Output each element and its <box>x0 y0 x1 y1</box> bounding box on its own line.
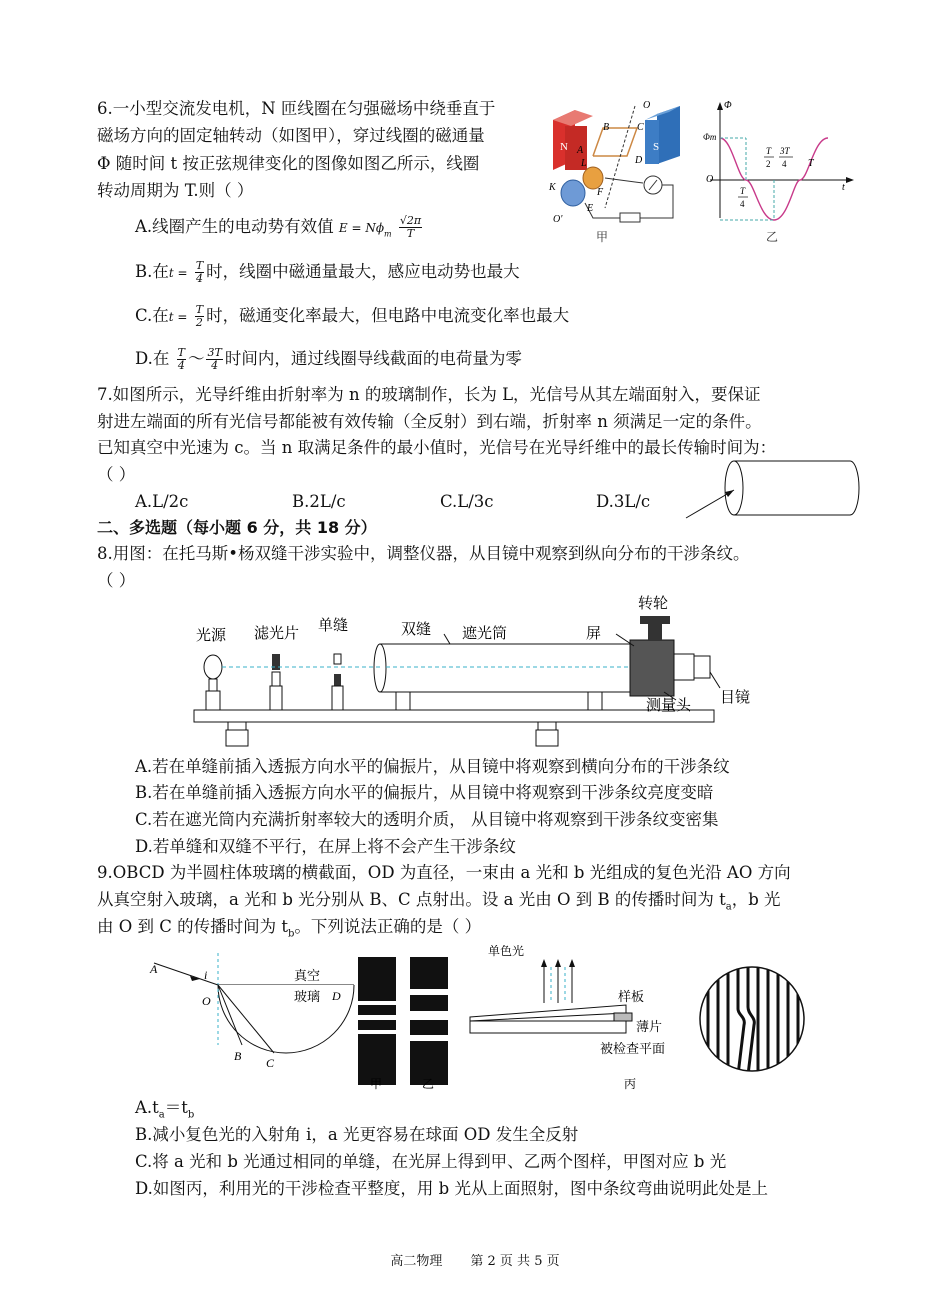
label-L: L <box>581 158 587 169</box>
q7-line3: 已知真空中光速为 c。当 n 取满足条件的最小值时，光信号在光导纤维中的最长传输时间为： <box>97 438 777 457</box>
double-slit-apparatus <box>188 592 768 752</box>
q7-option-c: C.L/3c <box>440 492 494 511</box>
caption-jia: 甲 <box>596 230 609 244</box>
q8-option-a: A.若在单缝前插入透振方向水平的偏振片，从目镜中将观察到横向分布的干涉条纹 <box>135 757 730 776</box>
q6-option-b: B.在t = $\frac{T}{4}$ 时，线圈中磁通量最大，感应电动势也最大 <box>135 259 520 285</box>
q8-line2: （ ） <box>97 571 136 590</box>
q7-line4: （ ） <box>97 465 136 484</box>
q8-option-c: C.若在遮光筒内充满折射率较大的透明介质， 从目镜中将观察到干涉条纹变密集 <box>135 810 719 829</box>
label-i: i <box>204 968 208 982</box>
label-E: E <box>587 203 594 214</box>
fiber-figure <box>680 458 865 522</box>
label-phi: Φ <box>724 100 732 111</box>
q9-option-b: B.减小复色光的入射角 i，a 光更容易在球面 OD 发生全反射 <box>135 1125 579 1144</box>
label-T2d: 2 <box>766 159 771 169</box>
label-mono: 单色光 <box>488 945 525 958</box>
label-B: B <box>234 1049 242 1063</box>
q9-line3: 由 O 到 C 的传播时间为 $t_b$。下列说法正确的是（ ） <box>97 917 482 940</box>
label-D: D <box>635 155 643 166</box>
q9-option-a: $A.t_a=t_b$ <box>135 1098 195 1121</box>
q6-option-d: D.在 $\frac{T}{4}$ ～ $\frac{3T}{4}$ 时间内，通过线圈导线截面的电荷量为零 <box>135 346 522 372</box>
q8-option-d: D.若单缝和双缝不平行，在屏上将不会产生干涉条纹 <box>135 837 516 856</box>
q6-line1: 6.一小型交流发电机，N 匝线圈在匀强磁场中绕垂直于 <box>97 99 496 118</box>
label-F: F <box>597 187 604 198</box>
flux-graph <box>700 98 860 228</box>
q6-line4: 转动周期为 T.则（ ） <box>97 181 254 200</box>
q8-option-b: B.若在单缝前插入透振方向水平的偏振片，从目镜中将观察到干涉条纹亮度变暗 <box>135 783 714 802</box>
q7-option-a: A.L/2c <box>135 492 189 511</box>
footer-subject: 高二物理 <box>390 1254 443 1269</box>
label-T2: T <box>766 146 772 156</box>
label-C: C <box>637 122 644 133</box>
label-N: N <box>560 141 568 153</box>
q6-line3: Φ 随时间 t 按正弦规律变化的图像如图乙所示，线圈 <box>97 154 480 173</box>
label-vacuum: 真空 <box>294 969 321 984</box>
label-single-slit: 单缝 <box>318 616 349 634</box>
q9-figures <box>140 945 820 1095</box>
label-origin: O <box>706 174 714 185</box>
caption-yi: 乙 <box>766 230 779 244</box>
label-filter: 滤光片 <box>254 624 300 642</box>
label-O: O <box>643 100 651 111</box>
q7-line2: 射进左端面的所有光信号都能被有效传输（全反射）到右端，折射率 n 须满足一定的条件。 <box>97 412 762 431</box>
q7-line1: 7.如图所示，光导纤维由折射率为 n 的玻璃制作，长为 L，光信号从其左端面射入，要保证 <box>97 385 761 404</box>
label-sample: 样板 <box>618 990 645 1005</box>
label-Oprime: O' <box>553 214 563 225</box>
label-T4: T <box>740 186 746 196</box>
label-wheel: 转轮 <box>638 594 669 612</box>
section-heading: 二、多选题（每小题 6 分，共 18 分） <box>97 518 377 537</box>
label-D: D <box>332 989 341 1003</box>
label-T4d: 4 <box>740 199 745 209</box>
q6-option-c: C.在t = $\frac{T}{2}$ 时，磁通变化率最大，但电路中电流变化率也最大 <box>135 303 570 329</box>
label-O: O <box>202 994 211 1008</box>
footer-page: 第 2 页 共 5 页 <box>470 1254 560 1269</box>
label-phim: Φm <box>703 132 717 142</box>
label-t: t <box>842 182 845 193</box>
label-bing: 丙 <box>624 1077 637 1091</box>
label-tube: 遮光筒 <box>462 624 508 642</box>
q9-line2: 从真空射入玻璃，a 光和 b 光分别从 B、C 点射出。设 a 光由 O 到 B 的传播时间为 $t_a$，b 光 <box>97 890 781 913</box>
label-screen: 屏 <box>586 624 602 642</box>
label-C: C <box>266 1056 275 1070</box>
q7-option-b: B.2L/c <box>292 492 346 511</box>
label-head: 测量头 <box>646 696 692 714</box>
label-source: 光源 <box>196 626 227 644</box>
label-flat: 被检查平面 <box>600 1042 666 1057</box>
label-A: A <box>577 145 584 156</box>
label-glass: 玻璃 <box>294 990 321 1005</box>
label-B: B <box>603 122 610 133</box>
label-T34d: 4 <box>782 159 787 169</box>
label-A: A <box>150 962 158 976</box>
label-double-slit: 双缝 <box>401 620 432 638</box>
page-footer <box>0 1250 950 1269</box>
q7-option-d: D.3L/c <box>596 492 651 511</box>
q9-line1: 9.OBCD 为半圆柱体玻璃的横截面，OD 为直径，一束由 a 光和 b 光组成的复色光沿 AO 方向 <box>97 863 791 882</box>
label-T: T <box>808 158 814 169</box>
label-sheet: 薄片 <box>636 1020 663 1035</box>
q9-option-c: C.将 a 光和 b 光通过相同的单缝，在光屏上得到甲、乙两个图样，甲图对应 b 光 <box>135 1152 727 1171</box>
q8-line1: 8.用图：在托马斯•杨双缝干涉实验中，调整仪器，从目镜中观察到纵向分布的干涉条纹。 <box>97 544 750 563</box>
q9-option-d: D.如图丙，利用光的干涉检查平整度，用 b 光从上面照射，图中条纹弯曲说明此处是上 <box>135 1179 768 1198</box>
q6-line2: 磁场方向的固定轴转动（如图甲），穿过线圈的磁通量 <box>97 126 485 145</box>
q6-option-a: A.线圈产生的电动势有效值 $E = N\phi_m$ $\frac{√2\pi}{T}$ <box>135 214 422 240</box>
label-jia: 甲 <box>370 1077 383 1091</box>
label-T34: 3T <box>780 146 790 156</box>
label-S: S <box>653 141 660 153</box>
label-yi: 乙 <box>422 1077 435 1091</box>
generator-figure <box>545 98 705 243</box>
label-K: K <box>549 182 556 193</box>
label-eyepiece: 目镜 <box>720 688 751 706</box>
